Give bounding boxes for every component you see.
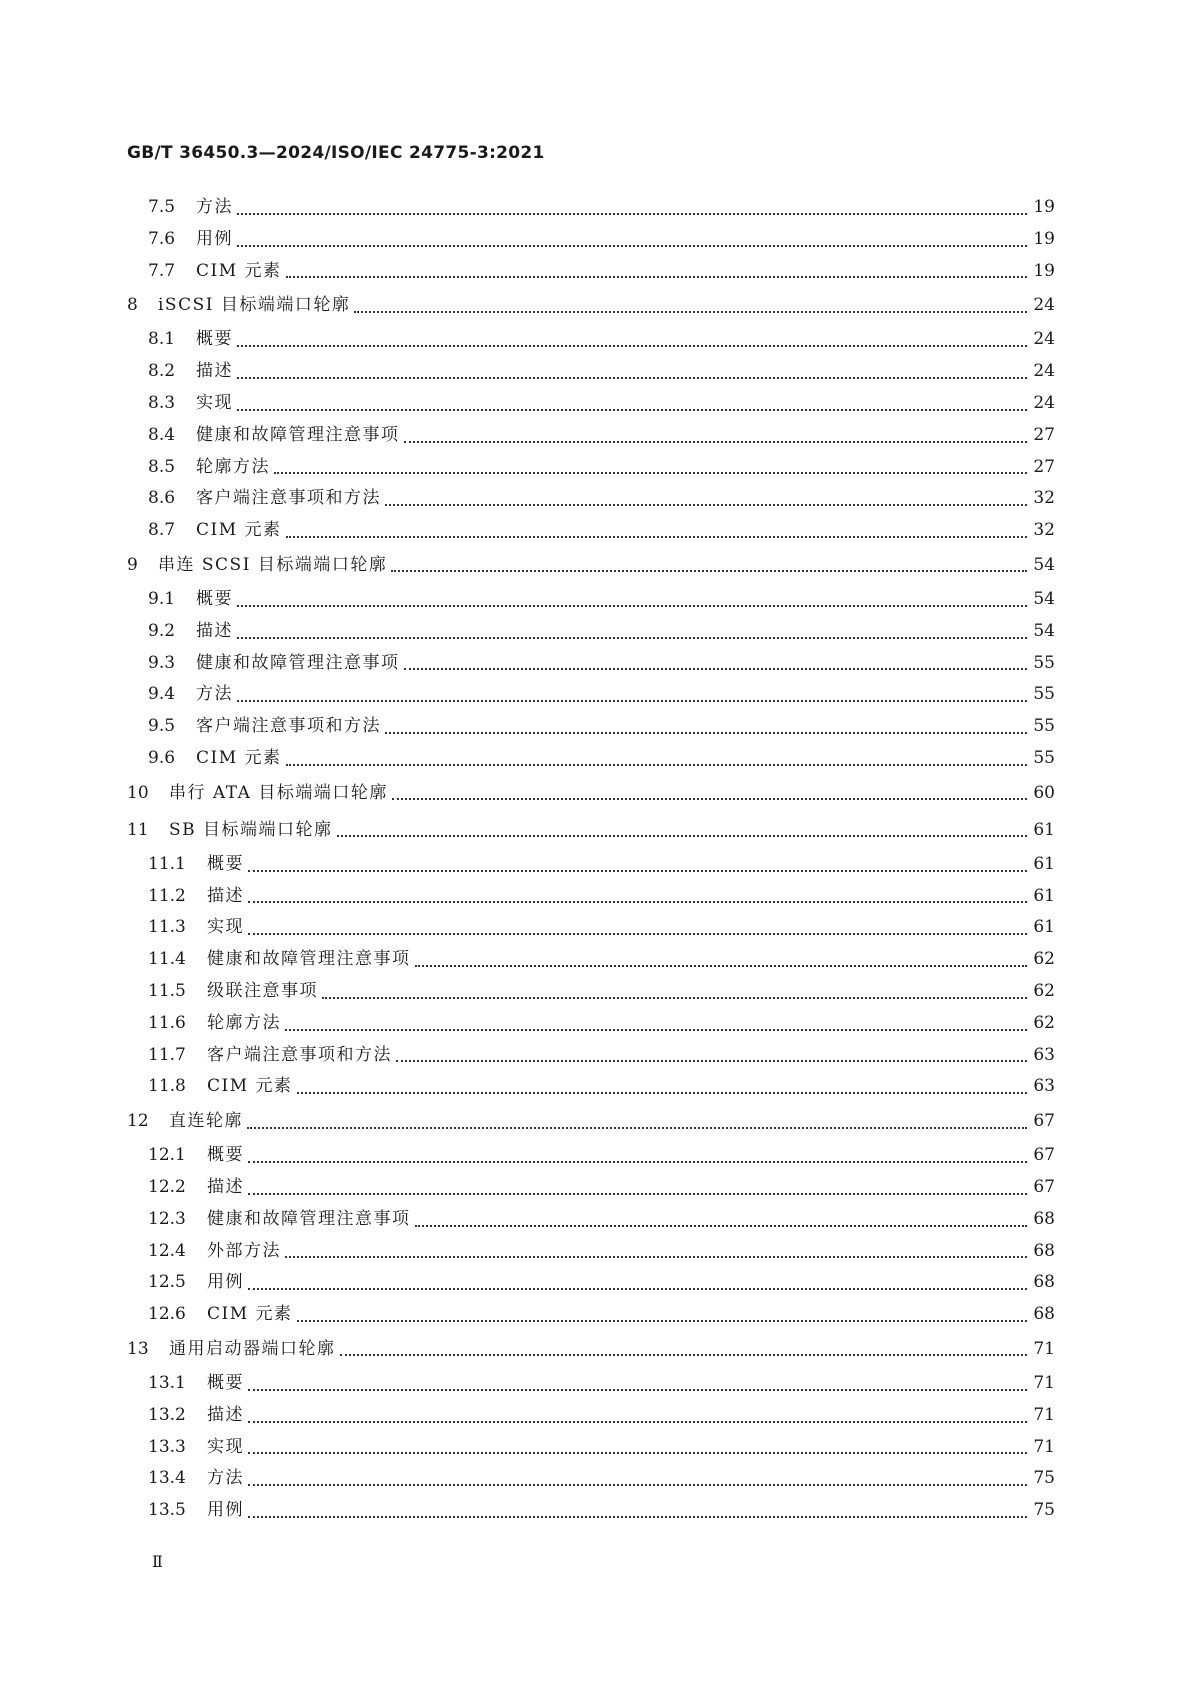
toc-section-entry[interactable] bbox=[127, 849, 1055, 881]
toc-entry-page: 68 bbox=[1033, 1240, 1055, 1261]
toc-entry-page: 71 bbox=[1033, 1436, 1055, 1457]
toc-entry-page: 19 bbox=[1033, 197, 1055, 217]
toc-entry-title: 客户端注意事项和方法 bbox=[196, 488, 381, 509]
toc-entry-number: 8.2 bbox=[148, 361, 176, 382]
toc-entry-title: CIM 元素 bbox=[196, 520, 282, 541]
toc-entry-number: 13.5 bbox=[148, 1500, 186, 1521]
toc-entry-number: 7.5 bbox=[148, 197, 176, 217]
toc-section-entry[interactable] bbox=[127, 388, 1055, 420]
toc-dot-leader bbox=[248, 1484, 1027, 1486]
toc-section-entry[interactable] bbox=[127, 1008, 1055, 1040]
toc-dot-leader bbox=[286, 276, 1027, 278]
toc-dot-leader bbox=[237, 245, 1027, 247]
toc-entry-title: 直连轮廓 bbox=[169, 1111, 243, 1132]
toc-section-entry[interactable] bbox=[127, 1368, 1055, 1400]
toc-dot-leader bbox=[248, 1288, 1027, 1290]
toc-entry-title: 实现 bbox=[207, 917, 244, 938]
toc-dot-leader bbox=[286, 536, 1027, 538]
toc-entry-title: 健康和故障管理注意事项 bbox=[196, 424, 400, 445]
toc-entry-number: 7.6 bbox=[148, 228, 176, 249]
toc-section-entry[interactable] bbox=[127, 743, 1055, 775]
toc-entry-page: 32 bbox=[1033, 488, 1055, 509]
toc-entry-page: 55 bbox=[1033, 684, 1055, 705]
toc-entry-title: SB 目标端端口轮廓 bbox=[169, 819, 333, 840]
toc-section-entry[interactable] bbox=[127, 1267, 1055, 1299]
toc-entry-number: 12.6 bbox=[148, 1304, 186, 1325]
toc-entry-number: 13.2 bbox=[148, 1404, 186, 1425]
toc-section-entry[interactable] bbox=[127, 1172, 1055, 1204]
toc-entry-number: 11.8 bbox=[148, 1076, 186, 1097]
toc-entry-number: 13.3 bbox=[148, 1436, 186, 1457]
toc-dot-leader bbox=[404, 668, 1028, 670]
document-header-standard-id: GB/T 36450.3—2024/ISO/IEC 24775-3:2021 bbox=[127, 143, 545, 163]
toc-dot-leader bbox=[415, 1225, 1028, 1227]
toc-entry-page: 62 bbox=[1033, 949, 1055, 970]
toc-entry-number: 8.3 bbox=[148, 392, 176, 413]
toc-entry-title: 描述 bbox=[196, 361, 233, 382]
toc-entry-page: 55 bbox=[1033, 716, 1055, 737]
toc-dot-leader bbox=[237, 605, 1027, 607]
toc-entry-number: 13.4 bbox=[148, 1468, 186, 1489]
toc-entry-title: CIM 元素 bbox=[207, 1076, 293, 1097]
toc-entry-page: 24 bbox=[1033, 329, 1055, 350]
toc-dot-leader bbox=[354, 311, 1027, 313]
toc-entry-number: 13.1 bbox=[148, 1372, 186, 1393]
toc-entry-page: 61 bbox=[1033, 885, 1055, 906]
toc-entry-page: 63 bbox=[1033, 1044, 1055, 1065]
toc-section-entry[interactable] bbox=[127, 1495, 1055, 1527]
table-of-contents bbox=[127, 192, 1055, 1527]
toc-section-entry[interactable] bbox=[127, 711, 1055, 743]
toc-entry-number: 8.5 bbox=[148, 456, 176, 477]
toc-entry-page: 71 bbox=[1033, 1372, 1055, 1393]
toc-section-entry[interactable] bbox=[127, 515, 1055, 547]
toc-entry-page: 24 bbox=[1033, 295, 1055, 316]
toc-dot-leader bbox=[274, 472, 1027, 474]
toc-dot-leader bbox=[248, 1516, 1027, 1518]
toc-section-entry[interactable] bbox=[127, 452, 1055, 484]
toc-dot-leader bbox=[415, 965, 1028, 967]
toc-section-entry[interactable] bbox=[127, 483, 1055, 515]
toc-entry-page: 19 bbox=[1033, 228, 1055, 249]
toc-entry-number: 12.2 bbox=[148, 1176, 186, 1197]
toc-entry-page: 55 bbox=[1033, 652, 1055, 673]
toc-section-entry[interactable] bbox=[127, 1071, 1055, 1103]
toc-dot-leader bbox=[340, 1354, 1028, 1356]
toc-dot-leader bbox=[297, 1092, 1027, 1094]
toc-chapter-entry[interactable] bbox=[127, 775, 1055, 812]
toc-entry-title: CIM 元素 bbox=[207, 1304, 293, 1325]
toc-entry-title: 轮廓方法 bbox=[196, 456, 270, 477]
toc-entry-page: 24 bbox=[1033, 361, 1055, 382]
toc-dot-leader bbox=[237, 700, 1027, 702]
toc-entry-number: 11.6 bbox=[148, 1012, 186, 1033]
toc-entry-title: 用例 bbox=[207, 1500, 244, 1521]
toc-entry-page: 71 bbox=[1033, 1404, 1055, 1425]
toc-entry-title: iSCSI 目标端端口轮廓 bbox=[158, 295, 351, 316]
toc-dot-leader bbox=[237, 409, 1027, 411]
toc-entry-page: 62 bbox=[1033, 1012, 1055, 1033]
toc-dot-leader bbox=[322, 997, 1027, 999]
toc-entry-page: 71 bbox=[1033, 1338, 1055, 1359]
toc-section-entry[interactable] bbox=[127, 192, 1055, 224]
toc-entry-number: 12.4 bbox=[148, 1240, 186, 1261]
toc-entry-title: CIM 元素 bbox=[196, 260, 282, 281]
toc-entry-title: 轮廓方法 bbox=[207, 1012, 281, 1033]
toc-entry-page: 75 bbox=[1033, 1468, 1055, 1489]
toc-dot-leader bbox=[248, 1389, 1027, 1391]
page-number: Ⅱ bbox=[152, 1552, 163, 1571]
toc-entry-page: 67 bbox=[1033, 1145, 1055, 1166]
toc-entry-title: 用例 bbox=[196, 228, 233, 249]
toc-dot-leader bbox=[247, 1127, 1027, 1129]
toc-entry-page: 61 bbox=[1033, 853, 1055, 874]
toc-entry-number: 12.1 bbox=[148, 1145, 186, 1166]
toc-entry-number: 8.4 bbox=[148, 424, 176, 445]
toc-section-entry[interactable] bbox=[127, 881, 1055, 913]
toc-entry-page: 54 bbox=[1033, 620, 1055, 641]
toc-dot-leader bbox=[404, 441, 1028, 443]
toc-section-entry[interactable] bbox=[127, 1040, 1055, 1072]
toc-dot-leader bbox=[237, 637, 1027, 639]
toc-entry-title: 概要 bbox=[207, 1145, 244, 1166]
toc-entry-page: 67 bbox=[1033, 1176, 1055, 1197]
toc-entry-page: 68 bbox=[1033, 1208, 1055, 1229]
toc-entry-number: 9.3 bbox=[148, 652, 176, 673]
toc-dot-leader bbox=[237, 213, 1027, 215]
toc-entry-title: 健康和故障管理注意事项 bbox=[207, 949, 411, 970]
toc-dot-leader bbox=[248, 901, 1027, 903]
toc-entry-number: 8.7 bbox=[148, 520, 176, 541]
toc-entry-title: 外部方法 bbox=[207, 1240, 281, 1261]
toc-entry-page: 55 bbox=[1033, 747, 1055, 768]
toc-dot-leader bbox=[392, 798, 1027, 800]
toc-section-entry[interactable] bbox=[127, 1236, 1055, 1268]
toc-entry-number: 10 bbox=[127, 782, 149, 803]
toc-entry-page: 54 bbox=[1033, 554, 1055, 575]
toc-entry-title: 概要 bbox=[196, 329, 233, 350]
toc-section-entry[interactable] bbox=[127, 912, 1055, 944]
toc-entry-number: 12 bbox=[127, 1111, 149, 1132]
toc-entry-page: 27 bbox=[1033, 424, 1055, 445]
toc-entry-title: 通用启动器端口轮廓 bbox=[169, 1338, 336, 1359]
toc-dot-leader bbox=[385, 732, 1027, 734]
toc-entry-title: CIM 元素 bbox=[196, 747, 282, 768]
toc-section-entry[interactable] bbox=[127, 1432, 1055, 1464]
toc-entry-title: 描述 bbox=[196, 620, 233, 641]
toc-entry-number: 9.6 bbox=[148, 747, 176, 768]
toc-dot-leader bbox=[237, 377, 1027, 379]
toc-entry-title: 概要 bbox=[207, 1372, 244, 1393]
toc-dot-leader bbox=[286, 764, 1027, 766]
toc-entry-title: 客户端注意事项和方法 bbox=[196, 716, 381, 737]
toc-section-entry[interactable] bbox=[127, 976, 1055, 1008]
toc-entry-title: 健康和故障管理注意事项 bbox=[196, 652, 400, 673]
toc-dot-leader bbox=[285, 1029, 1027, 1031]
toc-dot-leader bbox=[337, 835, 1027, 837]
toc-entry-title: 方法 bbox=[196, 684, 233, 705]
toc-entry-number: 8.6 bbox=[148, 488, 176, 509]
toc-entry-title: 客户端注意事项和方法 bbox=[207, 1044, 392, 1065]
toc-entry-title: 概要 bbox=[196, 588, 233, 609]
toc-entry-page: 63 bbox=[1033, 1076, 1055, 1097]
toc-entry-page: 61 bbox=[1033, 819, 1055, 840]
toc-entry-number: 9.2 bbox=[148, 620, 176, 641]
toc-entry-number: 11.7 bbox=[148, 1044, 186, 1065]
toc-entry-page: 54 bbox=[1033, 588, 1055, 609]
toc-dot-leader bbox=[248, 1421, 1027, 1423]
toc-section-entry[interactable] bbox=[127, 224, 1055, 256]
toc-section-entry[interactable] bbox=[127, 944, 1055, 976]
toc-entry-number: 9.1 bbox=[148, 588, 176, 609]
toc-entry-page: 62 bbox=[1033, 980, 1055, 1001]
toc-section-entry[interactable] bbox=[127, 1140, 1055, 1172]
toc-entry-title: 串行 ATA 目标端端口轮廓 bbox=[169, 782, 388, 803]
toc-dot-leader bbox=[248, 1452, 1027, 1454]
toc-entry-number: 12.5 bbox=[148, 1272, 186, 1293]
toc-dot-leader bbox=[248, 870, 1027, 872]
toc-entry-title: 健康和故障管理注意事项 bbox=[207, 1208, 411, 1229]
toc-section-entry[interactable] bbox=[127, 1400, 1055, 1432]
toc-entry-page: 24 bbox=[1033, 392, 1055, 413]
toc-entry-number: 8 bbox=[127, 295, 138, 316]
toc-entry-title: 方法 bbox=[196, 197, 233, 217]
toc-entry-title: 描述 bbox=[207, 1176, 244, 1197]
toc-dot-leader bbox=[248, 1193, 1027, 1195]
toc-entry-page: 75 bbox=[1033, 1500, 1055, 1521]
toc-entry-number: 11.3 bbox=[148, 917, 186, 938]
toc-entry-title: 方法 bbox=[207, 1468, 244, 1489]
toc-chapter-entry[interactable] bbox=[127, 547, 1055, 584]
toc-section-entry[interactable] bbox=[127, 679, 1055, 711]
toc-dot-leader bbox=[396, 1060, 1027, 1062]
toc-entry-number: 7.7 bbox=[148, 260, 176, 281]
toc-entry-title: 级联注意事项 bbox=[207, 980, 318, 1001]
toc-entry-number: 11.5 bbox=[148, 980, 186, 1001]
toc-entry-page: 32 bbox=[1033, 520, 1055, 541]
toc-section-entry[interactable] bbox=[127, 356, 1055, 388]
toc-entry-title: 实现 bbox=[207, 1436, 244, 1457]
toc-entry-number: 9.4 bbox=[148, 684, 176, 705]
toc-entry-title: 概要 bbox=[207, 853, 244, 874]
toc-entry-title: 实现 bbox=[196, 392, 233, 413]
toc-dot-leader bbox=[248, 1161, 1027, 1163]
toc-dot-leader bbox=[248, 933, 1027, 935]
toc-entry-number: 8.1 bbox=[148, 329, 176, 350]
toc-entry-number: 9 bbox=[127, 554, 138, 575]
toc-entry-number: 12.3 bbox=[148, 1208, 186, 1229]
toc-entry-number: 13 bbox=[127, 1338, 149, 1359]
toc-entry-title: 描述 bbox=[207, 885, 244, 906]
toc-dot-leader bbox=[297, 1320, 1027, 1322]
toc-section-entry[interactable] bbox=[127, 1463, 1055, 1495]
toc-entry-number: 9.5 bbox=[148, 716, 176, 737]
toc-section-entry[interactable] bbox=[127, 1204, 1055, 1236]
toc-dot-leader bbox=[285, 1256, 1027, 1258]
toc-section-entry[interactable] bbox=[127, 584, 1055, 616]
toc-dot-leader bbox=[237, 345, 1027, 347]
toc-entry-page: 19 bbox=[1033, 260, 1055, 281]
toc-entry-title: 描述 bbox=[207, 1404, 244, 1425]
toc-entry-title: 用例 bbox=[207, 1272, 244, 1293]
toc-entry-page: 68 bbox=[1033, 1272, 1055, 1293]
toc-chapter-entry[interactable] bbox=[127, 1103, 1055, 1140]
toc-section-entry[interactable] bbox=[127, 256, 1055, 288]
toc-entry-number: 11 bbox=[127, 819, 149, 840]
toc-entry-title: 串连 SCSI 目标端端口轮廓 bbox=[158, 554, 388, 575]
toc-section-entry[interactable] bbox=[127, 420, 1055, 452]
toc-entry-page: 60 bbox=[1033, 782, 1055, 803]
toc-dot-leader bbox=[391, 570, 1027, 572]
toc-entry-page: 61 bbox=[1033, 917, 1055, 938]
toc-section-entry[interactable] bbox=[127, 616, 1055, 648]
toc-section-entry[interactable] bbox=[127, 324, 1055, 356]
toc-chapter-entry[interactable] bbox=[127, 1331, 1055, 1368]
toc-chapter-entry[interactable] bbox=[127, 812, 1055, 849]
toc-entry-page: 67 bbox=[1033, 1111, 1055, 1132]
toc-entry-number: 11.2 bbox=[148, 885, 186, 906]
toc-section-entry[interactable] bbox=[127, 1299, 1055, 1331]
toc-chapter-entry[interactable] bbox=[127, 287, 1055, 324]
toc-entry-number: 11.1 bbox=[148, 853, 186, 874]
toc-section-entry[interactable] bbox=[127, 648, 1055, 680]
toc-entry-page: 68 bbox=[1033, 1304, 1055, 1325]
toc-entry-page: 27 bbox=[1033, 456, 1055, 477]
toc-entry-number: 11.4 bbox=[148, 949, 186, 970]
toc-dot-leader bbox=[385, 504, 1027, 506]
